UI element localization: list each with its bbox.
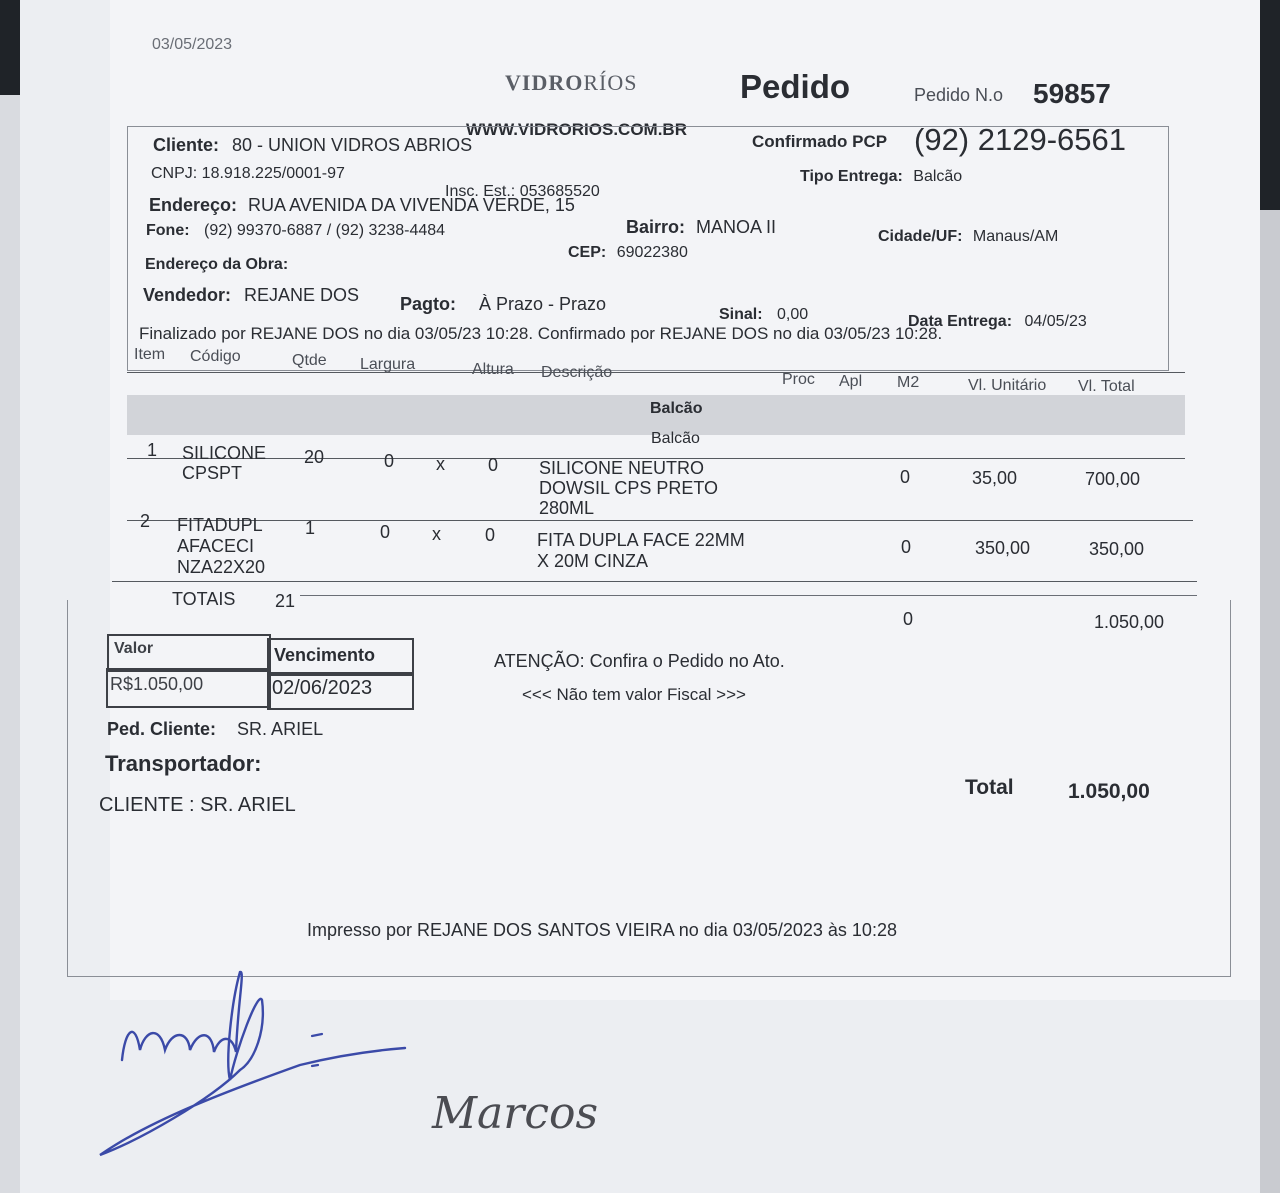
delivery-date: Data Entrega: 04/05/23 [908, 313, 1087, 330]
client-bairro: Bairro: MANOA II [626, 217, 777, 237]
row-descricao: FITA DUPLA FACE 22MM X 20M CINZA [537, 530, 745, 571]
client-phone: Fone: (92) 99370-6887 / (92) 3238-4484 [146, 222, 446, 239]
client-order: Ped. Cliente: SR. ARIEL [107, 719, 324, 739]
row-item: 1 [147, 440, 158, 460]
header-descricao: Descrição [541, 364, 613, 381]
row-item: 2 [140, 511, 151, 531]
row-x: x [432, 524, 441, 544]
totals-qtde: 21 [275, 591, 296, 611]
vencimento-header: Vencimento [274, 645, 376, 665]
handwritten-name: Marcos [432, 1088, 599, 1139]
client-address: Endereço: RUA AVENIDA DA VIVENDA VERDE, 15 [149, 195, 575, 215]
totals-value: 1.050,00 [1094, 612, 1165, 632]
valor-amount: R$1.050,00 [110, 674, 204, 694]
seller: Vendedor: REJANE DOS [143, 285, 360, 305]
row-qtde: 1 [305, 518, 316, 538]
fiscal-notice: <<< Não tem valor Fiscal >>> [522, 685, 746, 704]
totals-label: TOTAIS [172, 589, 236, 609]
group-label: Balcão [650, 400, 703, 417]
order-number-label: Pedido N.o [914, 85, 1004, 105]
header-largura: Largura [360, 356, 416, 373]
row-altura: 0 [488, 455, 499, 475]
header-proc: Proc [782, 371, 815, 388]
header-qtde: Qtde [292, 352, 327, 369]
row-vl-unitario: 350,00 [975, 538, 1031, 558]
row-largura: 0 [380, 522, 391, 542]
valor-header: Valor [114, 640, 154, 657]
header-altura: Altura [472, 361, 514, 378]
signature-stroke [100, 972, 405, 1155]
row-vl-unitario: 35,00 [972, 468, 1018, 488]
finalized-note: Finalizado por REJANE DOS no dia 03/05/23 10:28. Confirmado por REJANE DOS no dia 03/05/23 10:28. [139, 324, 943, 343]
row-qtde: 20 [304, 447, 325, 467]
grand-total-label: Total [965, 776, 1014, 799]
row-codigo: SILICONE CPSPT [182, 443, 267, 483]
company-logo: VIDRORÍOS [505, 70, 638, 95]
row-vl-total: 350,00 [1089, 539, 1145, 559]
vencimento-date: 02/06/2023 [272, 677, 373, 699]
row-m2: 0 [900, 467, 911, 487]
printed-by: Impresso por REJANE DOS SANTOS VIEIRA no dia 03/05/2023 às 10:28 [307, 920, 897, 940]
row-x: x [436, 454, 445, 474]
work-address-label: Endereço da Obra: [145, 256, 289, 273]
company-website: WWW.VIDRORIOS.COM.BR [466, 120, 687, 139]
row-vl-total: 700,00 [1085, 469, 1141, 489]
client-cep: CEP: 69022380 [568, 244, 688, 261]
header-item: Item [134, 346, 166, 363]
payment-terms: Pagto: À Prazo - Prazo [400, 294, 607, 314]
row-codigo: FITADUPL AFACECI NZA22X20 [177, 515, 266, 577]
client-city: Cidade/UF: Manaus/AM [878, 228, 1059, 245]
row-largura: 0 [384, 451, 395, 471]
document-title: Pedido [740, 68, 851, 105]
header-apl: Apl [839, 373, 863, 390]
company-phone: (92) 2129-6561 [914, 122, 1126, 157]
client-row: Cliente: 80 - UNION VIDROS ABRIOS [153, 135, 473, 155]
order-status: Confirmado PCP [752, 132, 888, 151]
row-descricao: SILICONE NEUTRO DOWSIL CPS PRETO 280ML [539, 458, 719, 518]
client-cnpj: CNPJ: 18.918.225/0001-97 [151, 165, 345, 182]
delivery-type: Tipo Entrega: Balcão [800, 168, 963, 185]
client-insc: Insc. Est.: 053685520 [445, 183, 600, 200]
print-date: 03/05/2023 [152, 36, 233, 53]
row-m2: 0 [901, 537, 912, 557]
header-codigo: Código [190, 348, 241, 365]
group-sublabel: Balcão [651, 430, 700, 447]
header-m2: M2 [897, 374, 920, 391]
attention-notice: ATENÇÃO: Confira o Pedido no Ato. [494, 651, 785, 671]
carrier-label: Transportador: [105, 751, 262, 776]
row-altura: 0 [485, 525, 496, 545]
grand-total-value: 1.050,00 [1068, 780, 1150, 803]
client-note: CLIENTE : SR. ARIEL [99, 794, 296, 816]
signal-amount: Sinal: 0,00 [719, 306, 809, 323]
order-number: 59857 [1033, 78, 1111, 109]
header-vl-total: Vl. Total [1078, 378, 1135, 395]
totals-m2: 0 [903, 609, 914, 629]
header-vl-unitario: Vl. Unitário [968, 377, 1047, 394]
